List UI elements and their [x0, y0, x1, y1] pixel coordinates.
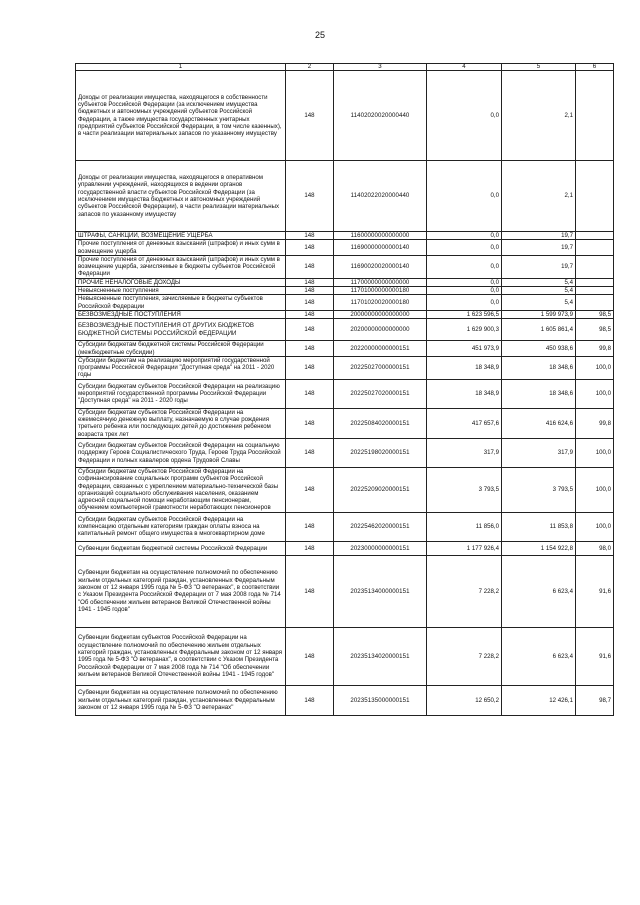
row-planned-amount: 12 650,2 — [427, 685, 502, 715]
row-name: Субвенции бюджетам бюджетной системы Российской Федерации — [76, 541, 286, 555]
row-actual-amount: 12 426,1 — [502, 685, 576, 715]
row-name: Субсидии бюджетам бюджетной системы Российской Федерации (межбюджетные субсидии) — [76, 341, 286, 357]
table-row — [76, 240, 614, 256]
row-actual-amount: 3 793,5 — [502, 467, 576, 512]
row-admin-code: 148 — [286, 555, 334, 627]
row-admin-code: 148 — [286, 255, 334, 278]
row-budget-code: 11402022020000440 — [334, 161, 427, 232]
row-actual-amount: 1 605 861,4 — [502, 319, 576, 341]
row-actual-amount: 5,4 — [502, 295, 576, 311]
row-admin-code: 148 — [286, 627, 334, 685]
table-row — [76, 161, 614, 232]
row-admin-code: 148 — [286, 379, 334, 408]
row-name: БЕЗВОЗМЕЗДНЫЕ ПОСТУПЛЕНИЯ ОТ ДРУГИХ БЮДЖЕТОВ БЮДЖЕТНОЙ СИСТЕМЫ РОССИЙСКОЙ ФЕДЕРАЦИИ — [76, 319, 286, 341]
table-row — [76, 71, 614, 161]
row-admin-code: 148 — [286, 356, 334, 379]
row-actual-amount: 11 853,8 — [502, 512, 576, 541]
row-budget-code: 20000000000000000 — [334, 310, 427, 318]
row-budget-code: 20225027020000151 — [334, 379, 427, 408]
row-actual-amount: 1 154 922,8 — [502, 541, 576, 555]
row-planned-amount: 1 629 900,3 — [427, 319, 502, 341]
table-row — [76, 310, 614, 318]
row-planned-amount: 317,9 — [427, 438, 502, 467]
row-name: Доходы от реализации имущества, находящегося в оперативном управлении учреждений, находящихся в ведении органов государственной власти субъектов Российской Федерации (за исключением имущества бюджетных и автономных учреждений субъектов Российской Федерации), в части реализации материальных запасов по указанному имуществу — [76, 161, 286, 232]
row-actual-amount: 2,1 — [502, 161, 576, 232]
row-budget-code: 20200000000000000 — [334, 319, 427, 341]
row-execution-percent: 98,7 — [576, 685, 614, 715]
row-budget-code: 11690020020000140 — [334, 255, 427, 278]
table-row — [76, 512, 614, 541]
row-name: Субвенции бюджетам на осуществление полномочий по обеспечению жильем отдельных категорий граждан, установленных Федеральным законом от 12 января 1995 года № 5-ФЗ "О ветеранах" — [76, 685, 286, 715]
row-admin-code: 148 — [286, 408, 334, 438]
row-actual-amount: 2,1 — [502, 71, 576, 161]
table-row — [76, 278, 614, 286]
row-execution-percent: 100,0 — [576, 512, 614, 541]
table-row — [76, 685, 614, 715]
row-planned-amount: 0,0 — [427, 255, 502, 278]
table-row — [76, 438, 614, 467]
column-header: 4 — [427, 64, 502, 71]
row-admin-code: 148 — [286, 71, 334, 161]
row-execution-percent — [576, 232, 614, 240]
row-actual-amount: 1 599 973,9 — [502, 310, 576, 318]
row-planned-amount: 3 793,5 — [427, 467, 502, 512]
row-name: Доходы от реализации имущества, находящегося в собственности субъектов Российской Федерации (за исключением имущества бюджетных и автономных учреждений субъектов Российской Федерации, а также имущества государственных унитарных предприятий субъектов Российской Федерации, в том числе казенных), в части реализации материальных запасов по указанному имуществу — [76, 71, 286, 161]
column-header: 6 — [576, 64, 614, 71]
row-admin-code: 148 — [286, 295, 334, 311]
column-header: 3 — [334, 64, 427, 71]
row-admin-code: 148 — [286, 685, 334, 715]
row-planned-amount: 1 623 596,5 — [427, 310, 502, 318]
table-row — [76, 232, 614, 240]
row-execution-percent: 98,5 — [576, 310, 614, 318]
row-execution-percent — [576, 161, 614, 232]
row-name: БЕЗВОЗМЕЗДНЫЕ ПОСТУПЛЕНИЯ — [76, 310, 286, 318]
row-execution-percent — [576, 278, 614, 286]
table-row — [76, 541, 614, 555]
row-execution-percent: 99,8 — [576, 341, 614, 357]
row-planned-amount: 1 177 926,4 — [427, 541, 502, 555]
row-name: Субсидии бюджетам субъектов Российской Федерации на реализацию мероприятий государственной программы Российской Федерации "Доступная среда" на 2011 - 2020 годы — [76, 379, 286, 408]
row-actual-amount: 416 624,6 — [502, 408, 576, 438]
column-header: 2 — [286, 64, 334, 71]
row-admin-code: 148 — [286, 287, 334, 295]
table-row — [76, 627, 614, 685]
row-actual-amount: 19,7 — [502, 240, 576, 256]
row-planned-amount: 0,0 — [427, 240, 502, 256]
table-header-row — [76, 64, 614, 71]
row-budget-code: 20235134000000151 — [334, 555, 427, 627]
row-name: Субсидии бюджетам субъектов Российской Федерации на ежемесячную денежную выплату, назначаемую в случае рождения третьего ребенка или последующих детей до достижения ребенком возраста трех лет — [76, 408, 286, 438]
row-name: ШТРАФЫ, САНКЦИИ, ВОЗМЕЩЕНИЕ УЩЕРБА — [76, 232, 286, 240]
column-header: 1 — [76, 64, 286, 71]
row-planned-amount: 0,0 — [427, 287, 502, 295]
row-planned-amount: 0,0 — [427, 161, 502, 232]
row-execution-percent — [576, 240, 614, 256]
row-name: Субсидии бюджетам на реализацию мероприятий государственной программы Российской Федерации "Доступная среда" на 2011 - 2020 годы — [76, 356, 286, 379]
row-actual-amount: 317,9 — [502, 438, 576, 467]
row-name: Субвенции бюджетам субъектов Российской Федерации на осуществление полномочий по обеспечению жильем отдельных категорий граждан, установленных Федеральным законом от 12 января 1995 года № 5-ФЗ "О ветеранах", в соответствии с Указом Президента Российской Федерации от 7 мая 2008 года № 714 "Об обеспечении жильем ветеранов Великой Отечественной войны 1941 - 1945 годов" — [76, 627, 286, 685]
row-execution-percent: 100,0 — [576, 356, 614, 379]
row-execution-percent: 98,5 — [576, 319, 614, 341]
row-budget-code: 20225462020000151 — [334, 512, 427, 541]
row-admin-code: 148 — [286, 467, 334, 512]
row-name: Прочие поступления от денежных взысканий (штрафов) и иных сумм в возмещение ущерба, зачисляемые в бюджеты субъектов Российской Федерации — [76, 255, 286, 278]
row-execution-percent: 100,0 — [576, 438, 614, 467]
row-name: Субсидии бюджетам субъектов Российской Федерации на софинансирование социальных программ субъектов Российской Федерации, связанных с укреплением материально-технической базы организаций социального обслуживания населения, оказанием адресной социальной помощи неработающим пенсионерам, обучением компьютерной грамотности неработающих пенсионеров — [76, 467, 286, 512]
row-planned-amount: 0,0 — [427, 71, 502, 161]
row-admin-code: 148 — [286, 278, 334, 286]
row-name: Прочие поступления от денежных взысканий (штрафов) и иных сумм в возмещение ущерба — [76, 240, 286, 256]
row-budget-code: 20230000000000151 — [334, 541, 427, 555]
row-execution-percent: 98,0 — [576, 541, 614, 555]
row-planned-amount: 0,0 — [427, 278, 502, 286]
row-name: Невыясненные поступления — [76, 287, 286, 295]
row-budget-code: 20225209020000151 — [334, 467, 427, 512]
row-admin-code: 148 — [286, 541, 334, 555]
row-name: Субсидии бюджетам субъектов Российской Федерации на компенсацию отдельным категориям граждан оплаты взноса на капитальный ремонт общего имущества в многоквартирном доме — [76, 512, 286, 541]
row-admin-code: 148 — [286, 240, 334, 256]
row-actual-amount: 19,7 — [502, 255, 576, 278]
budget-table — [75, 63, 614, 716]
row-name: ПРОЧИЕ НЕНАЛОГОВЫЕ ДОХОДЫ — [76, 278, 286, 286]
row-admin-code: 148 — [286, 512, 334, 541]
table-row — [76, 408, 614, 438]
row-planned-amount: 18 348,9 — [427, 356, 502, 379]
page-number: 25 — [314, 30, 325, 40]
row-execution-percent — [576, 71, 614, 161]
row-actual-amount: 6 623,4 — [502, 627, 576, 685]
table-row — [76, 379, 614, 408]
row-execution-percent: 91,6 — [576, 627, 614, 685]
row-execution-percent: 100,0 — [576, 467, 614, 512]
row-planned-amount: 7 228,2 — [427, 555, 502, 627]
row-admin-code: 148 — [286, 341, 334, 357]
row-admin-code: 148 — [286, 438, 334, 467]
row-budget-code: 11701000000000180 — [334, 287, 427, 295]
table-row — [76, 467, 614, 512]
row-actual-amount: 6 623,4 — [502, 555, 576, 627]
row-actual-amount: 19,7 — [502, 232, 576, 240]
row-admin-code: 148 — [286, 310, 334, 318]
row-execution-percent — [576, 255, 614, 278]
row-budget-code: 20225198020000151 — [334, 438, 427, 467]
row-budget-code: 11700000000000000 — [334, 278, 427, 286]
row-planned-amount: 451 973,9 — [427, 341, 502, 357]
row-name: Субвенции бюджетам на осуществление полномочий по обеспечению жильем отдельных категорий граждан, установленных Федеральным законом от 12 января 1995 года № 5-ФЗ "О ветеранах", в соответствии с Указом Президента Российской Федерации от 7 мая 2008 года № 714 "Об обеспечении жильем ветеранов Великой Отечественной войны 1941 - 1945 годов" — [76, 555, 286, 627]
row-execution-percent: 100,0 — [576, 379, 614, 408]
row-planned-amount: 0,0 — [427, 295, 502, 311]
table-row — [76, 255, 614, 278]
row-actual-amount: 450 938,6 — [502, 341, 576, 357]
row-execution-percent — [576, 287, 614, 295]
row-budget-code: 11600000000000000 — [334, 232, 427, 240]
row-planned-amount: 7 228,2 — [427, 627, 502, 685]
row-name: Невыясненные поступления, зачисляемые в бюджеты субъектов Российской Федерации — [76, 295, 286, 311]
row-execution-percent: 91,6 — [576, 555, 614, 627]
table-row — [76, 356, 614, 379]
row-admin-code: 148 — [286, 319, 334, 341]
row-budget-code: 11690000000000140 — [334, 240, 427, 256]
row-budget-code: 20220000000000151 — [334, 341, 427, 357]
row-planned-amount: 18 348,9 — [427, 379, 502, 408]
row-planned-amount: 417 657,6 — [427, 408, 502, 438]
row-execution-percent: 99,8 — [576, 408, 614, 438]
row-actual-amount: 5,4 — [502, 287, 576, 295]
table-row — [76, 319, 614, 341]
row-execution-percent — [576, 295, 614, 311]
table-row — [76, 287, 614, 295]
table-row — [76, 295, 614, 311]
row-planned-amount: 0,0 — [427, 232, 502, 240]
row-admin-code: 148 — [286, 232, 334, 240]
row-budget-code: 11701020020000180 — [334, 295, 427, 311]
row-budget-code: 20225084020000151 — [334, 408, 427, 438]
table-row — [76, 555, 614, 627]
row-budget-code: 20235135000000151 — [334, 685, 427, 715]
table-row — [76, 341, 614, 357]
row-admin-code: 148 — [286, 161, 334, 232]
row-budget-code: 20225027000000151 — [334, 356, 427, 379]
row-actual-amount: 18 348,6 — [502, 356, 576, 379]
row-name: Субсидии бюджетам субъектов Российской Федерации на социальную поддержку Героев Социалистического Труда, Героев Труда Российской Федерации и полных кавалеров ордена Трудовой Славы — [76, 438, 286, 467]
row-actual-amount: 18 348,6 — [502, 379, 576, 408]
row-planned-amount: 11 856,0 — [427, 512, 502, 541]
row-budget-code: 11402020020000440 — [334, 71, 427, 161]
row-actual-amount: 5,4 — [502, 278, 576, 286]
column-header: 5 — [502, 64, 576, 71]
row-budget-code: 20235134020000151 — [334, 627, 427, 685]
